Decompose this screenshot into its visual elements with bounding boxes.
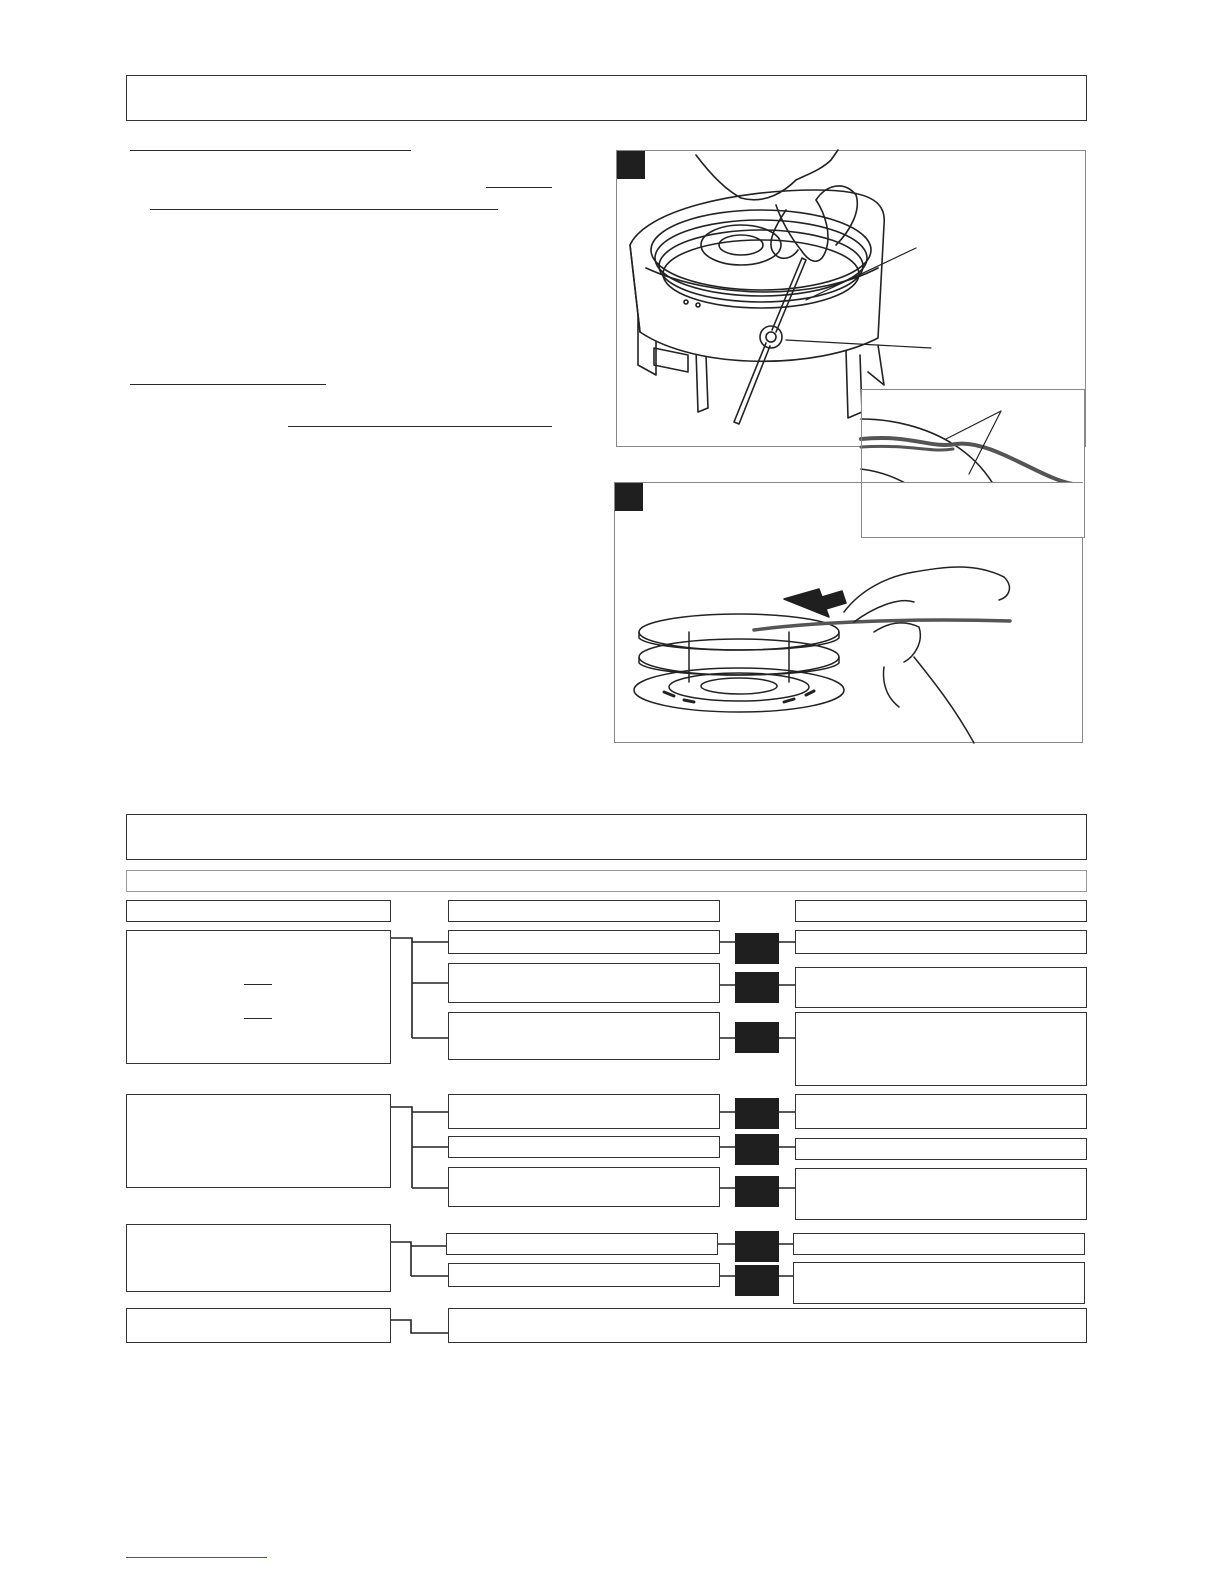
footer-link-underline bbox=[126, 1557, 267, 1558]
